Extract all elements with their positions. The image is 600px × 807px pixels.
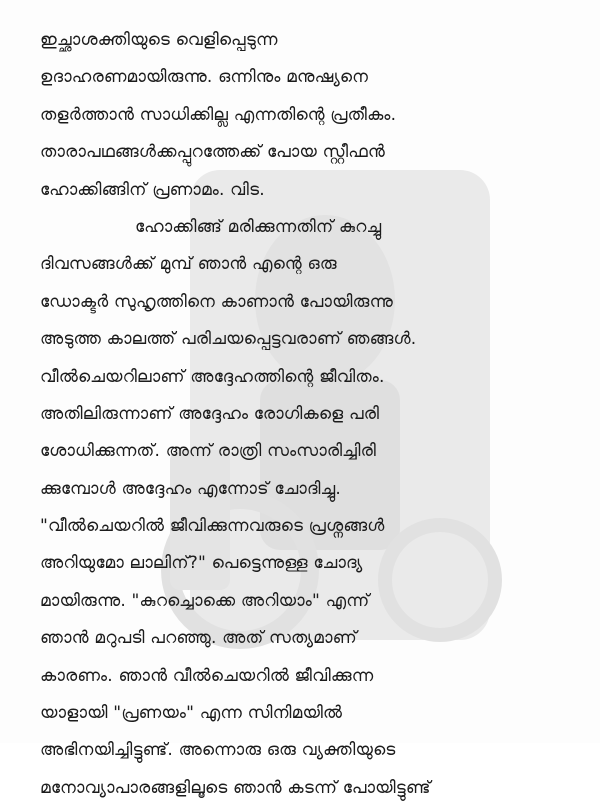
text-line: അടുത്ത കാലത്ത് പരിചയപ്പെട്ടവരാണ് ഞങ്ങൾ. (40, 329, 417, 350)
text-line: അഭിനയിച്ചിട്ടുണ്ട്. അന്നൊരു ഒരു വ്യക്തിയുടെ (40, 740, 396, 761)
text-line: ദിവസങ്ങൾക്ക് മുമ്പ് ഞാൻ എന്റെ ഒരു (40, 254, 337, 275)
text-line: മായിരുന്നു. "കുറച്ചൊക്കെ അറിയാം" എന്ന് (40, 590, 370, 611)
handwritten-text (40, 22, 580, 807)
text-line: ഡോക്ടർ സുഹൃത്തിനെ കാണാൻ പോയിരുന്നു (40, 291, 393, 312)
text-line: അതിലിരുന്നാണ് അദ്ദേഹം രോഗികളെ പരി (40, 403, 380, 424)
text-line: യാളായി "പ്രണയം" എന്ന സിനിമയിൽ (40, 703, 343, 724)
text-line: "വീൽചെയറിൽ ജീവിക്കുന്നവരുടെ പ്രശ്നങ്ങൾ (40, 516, 385, 537)
text-line: ഇച്ഛാശക്തിയുടെ വെളിപ്പെടുന്ന (40, 30, 278, 50)
text-line: ഉദാഹരണമായിരുന്നു. ഒന്നിനും മനുഷ്യനെ (40, 67, 369, 88)
text-line: ഹോക്കിങ്ങ് മരിക്കുന്നതിന് കുറച്ചു (135, 216, 382, 237)
text-line: കാരണം. ഞാൻ വീൽചെയറിൽ ജീവിക്കുന്ന (40, 665, 374, 686)
text-line: അറിയുമോ ലാലിന്?" പെട്ടെന്നുള്ള ചോദ്യ (40, 553, 363, 574)
text-line: വീൽചെയറിലാണ് അദ്ദേഹത്തിന്റെ ജീവിതം. (40, 366, 385, 387)
text-line: താരാപഥങ്ങൾക്കപ്പുറത്തേക്ക് പോയ സ്റ്റീഫൻ (40, 142, 386, 163)
text-line: തളർത്താൻ സാധിക്കില്ല എന്നതിന്റെ പ്രതീകം. (40, 104, 397, 125)
text-line: ഹോക്കിങ്ങിന് പ്രണാമം. വിട. (40, 179, 265, 200)
text-line: ശോധിക്കുന്നത്. അന്ന് രാത്രി സംസാരിച്ചിരി (40, 441, 377, 462)
text-line: മനോവ്യാപാരങ്ങളിലൂടെ ഞാൻ കടന്ന് പോയിട്ടുണ്ട് (40, 777, 431, 798)
text-line: ക്കുമ്പോൾ അദ്ദേഹം എന്നോട് ചോദിച്ചു. (40, 478, 342, 499)
text-line: ഞാൻ മറുപടി പറഞ്ഞു. അത് സത്യമാണ് (40, 628, 357, 649)
